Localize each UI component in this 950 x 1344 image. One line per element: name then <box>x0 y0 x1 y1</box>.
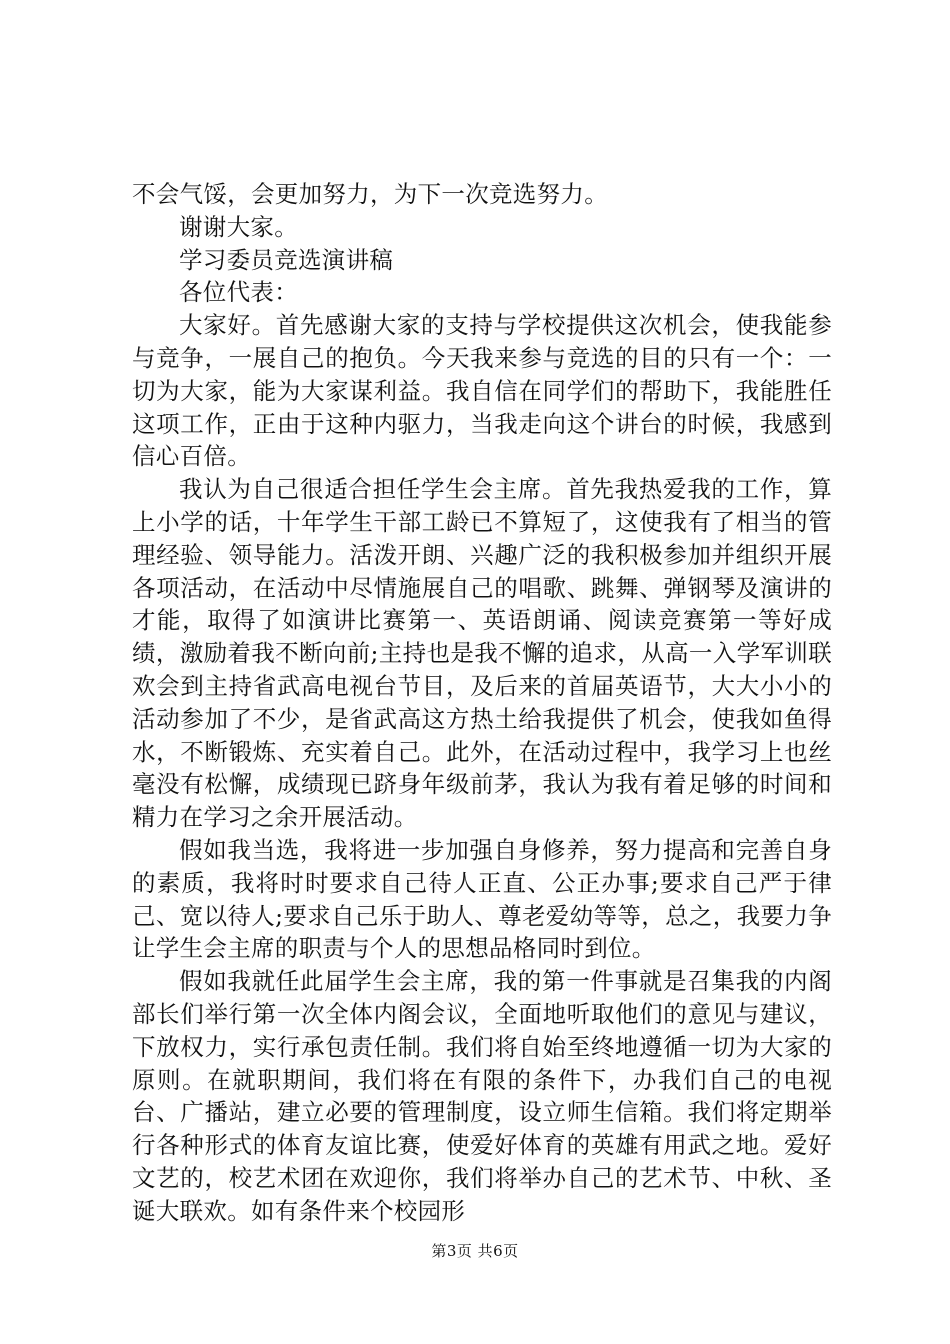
paragraph-7: 假如我当选，我将进一步加强自身修养，努力提高和完善自身的素质，我将时时要求自己待人正直、公正办事;要求自己严于律己、宽以待人;要求自己乐于助人、尊老爱幼等等，总之，我要力争让学生会主席的职责与个人的思想品格同时到位。 <box>132 835 832 963</box>
paragraph-8: 假如我就任此届学生会主席，我的第一件事就是召集我的内阁部长们举行第一次全体内阁会议，全面地听取他们的意见与建议，下放权力，实行承包责任制。我们将自始至终地遵循一切为大家的原则。在就职期间，我们将在有限的条件下，办我们自己的电视台、广播站，建立必要的管理制度，设立师生信箱。我们将定期举行各种形式的体育友谊比赛，使爱好体育的英雄有用武之地。爱好文艺的，校艺术团在欢迎你，我们将举办自己的艺术节、中秋、圣诞大联欢。如有条件来个校园形 <box>132 967 832 1225</box>
document-body <box>132 178 832 1228</box>
page-footer <box>0 1240 950 1261</box>
paragraph-2: 谢谢大家。 <box>179 212 298 241</box>
page-number-label: 第3页 共6页 <box>431 1242 519 1260</box>
paragraph-1: 不会气馁，会更加努力，为下一次竞选努力。 <box>132 180 608 208</box>
paragraph-6: 我认为自己很适合担任学生会主席。首先我热爱我的工作，算上小学的话，十年学生干部工龄已不算短了，这使我有了相当的管理经验、领导能力。活泼开朗、兴趣广泛的我积极参加并组织开展各项活动，在活动中尽情施展自己的唱歌、跳舞、弹钢琴及演讲的才能，取得了如演讲比赛第一、英语朗诵、阅读竞赛第一等好成绩，激励着我不断向前;主持也是我不懈的追求，从高一入学军训联欢会到主持省武高电视台节目，及后来的首届英语节，大大小小的活动参加了不少，是省武高这方热土给我提供了机会，使我如鱼得水，不断锻炼、充实着自己。此外，在活动过程中，我学习上也丝毫没有松懈，成绩现已跻身年级前茅，我认为我有着足够的时间和精力在学习之余开展活动。 <box>132 475 832 832</box>
paragraph-4: 各位代表： <box>179 278 298 307</box>
paragraph-5: 大家好。首先感谢大家的支持与学校提供这次机会，使我能参与竞争，一展自己的抱负。今天我来参与竞选的目的只有一个：一切为大家，能为大家谋利益。我自信在同学们的帮助下，我能胜任这项工作，正由于这种内驱力，当我走向这个讲台的时候，我感到信心百倍。 <box>132 311 832 471</box>
paragraph-3: 学习委员竞选演讲稿 <box>179 245 394 274</box>
